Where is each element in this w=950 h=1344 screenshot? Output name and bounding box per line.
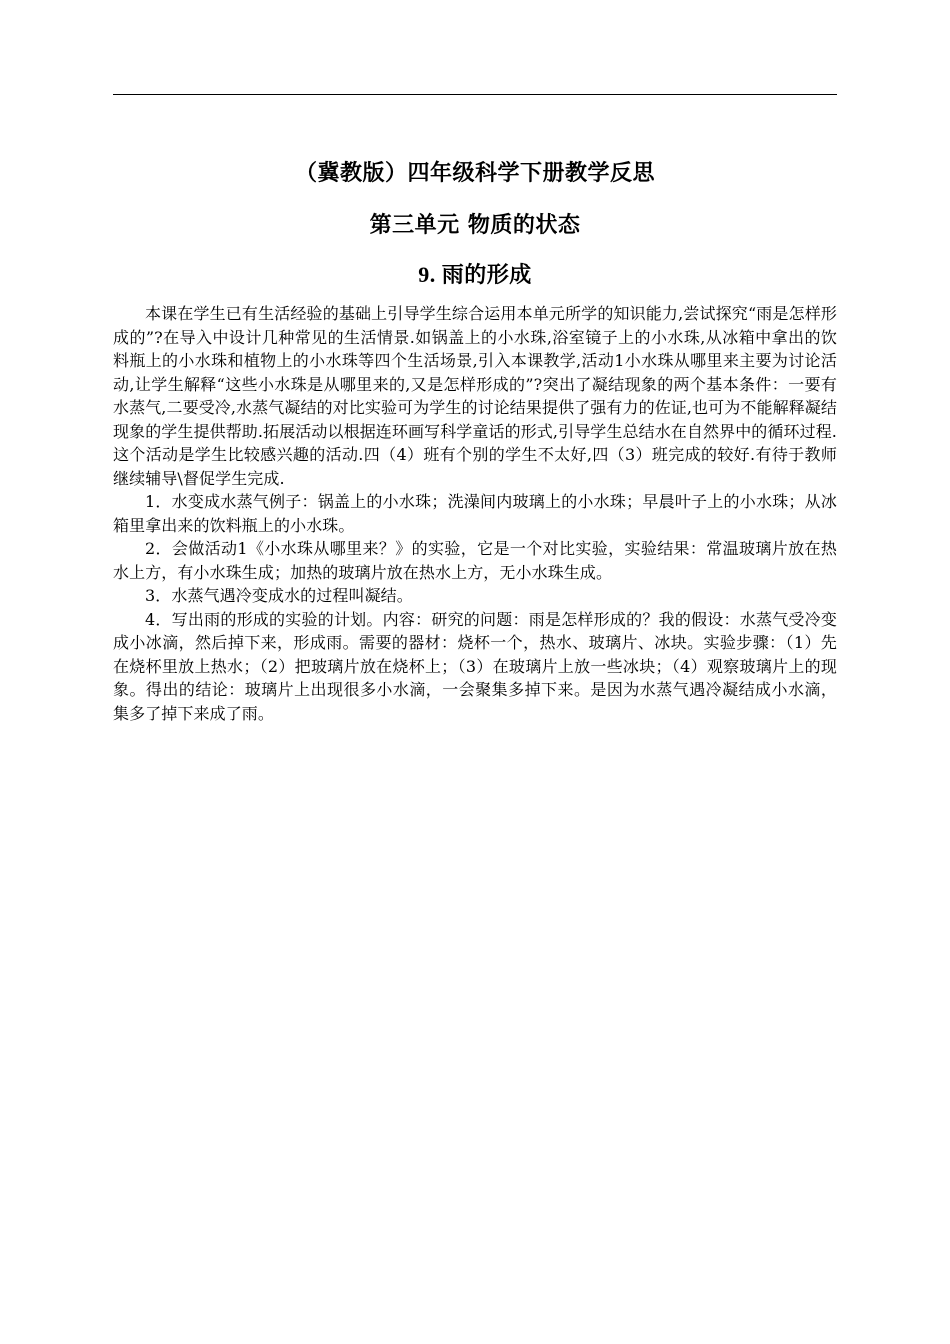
point-1-paragraph: 1．水变成水蒸气例子：锅盖上的小水珠；洗澡间内玻璃上的小水珠；早晨叶子上的小水珠；从冰箱里拿出来的饮料瓶上的小水珠。 (113, 492, 837, 535)
body-text (113, 302, 837, 725)
document-content (113, 150, 837, 725)
lesson-heading: 9. 雨的形成 (418, 262, 532, 287)
point-2-paragraph: 2．会做活动1《小水珠从哪里来？》的实验，它是一个对比实验，实验结果：常温玻璃片放在热水上方，有小水珠生成；加热的玻璃片放在热水上方，无小水珠生成。 (113, 539, 837, 582)
header-rule (113, 94, 837, 95)
point-3-paragraph: 3．水蒸气遇冷变成水的过程叫凝结。 (145, 586, 413, 605)
unit-heading: 第三单元 物质的状态 (369, 212, 581, 238)
reflection-paragraph: 本课在学生已有生活经验的基础上引导学生综合运用本单元所学的知识能力,尝试探究“雨是怎样形成的”?在导入中设计几种常见的生活情景.如锅盖上的小水珠,浴室镜子上的小水珠,从冰箱中拿出的饮料瓶上的小水珠和植物上的小水珠等四个生活场景,引入本课教学,活动1小水珠从哪里来主要为讨论活动,让学生解释“这些小水珠是从哪里来的,又是怎样形成的”?突出了凝结现象的两个基本条件：一要有水蒸气,二要受冷,水蒸气凝结的对比实验可为学生的讨论结果提供了强有力的佐证,也可为不能解释凝结现象的学生提供帮助.拓展活动以根据连环画写科学童话的形式,引导学生总结水在自然界中的循环过程.这个活动是学生比较感兴趣的活动.四（4）班有个别的学生不太好,四（3）班完成的较好.有待于教师继续辅导\督促学生完成. (113, 304, 837, 488)
document-title: （冀教版）四年级科学下册教学反思 (294, 160, 655, 186)
point-4-paragraph: 4．写出雨的形成的实验的计划。内容：研究的问题：雨是怎样形成的？我的假设：水蒸气受冷变成小冰滴，然后掉下来，形成雨。需要的器材：烧杯一个，热水、玻璃片、冰块。实验步骤：（1）先在烧杯里放上热水；（2）把玻璃片放在烧杯上；（3）在玻璃片上放一些冰块；（4）观察玻璃片上的现象。得出的结论：玻璃片上出现很多小水滴，一会聚集多掉下来。是因为水蒸气遇冷凝结成小水滴，集多了掉下来成了雨。 (113, 609, 837, 723)
